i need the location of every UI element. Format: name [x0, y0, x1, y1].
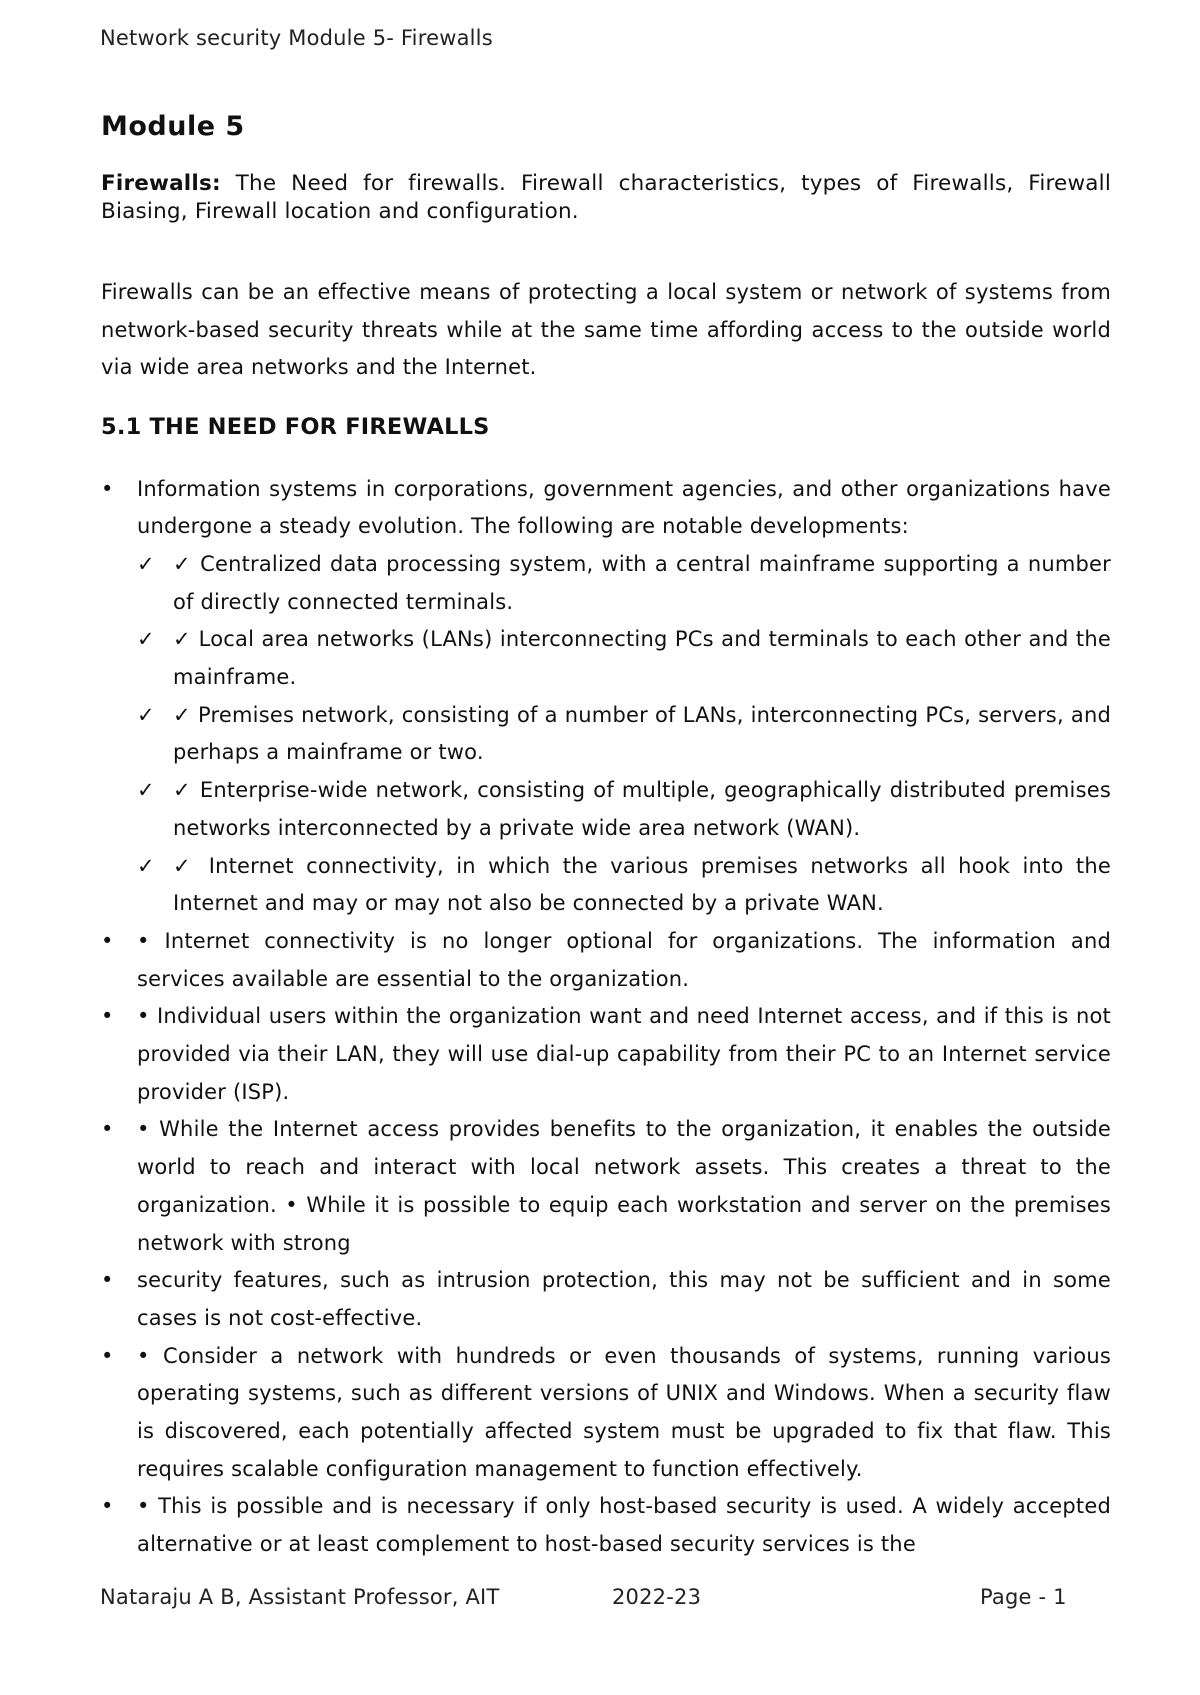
development-text: ✓ Local area networks (LANs) interconnecting PCs and terminals to each other and the mainframe.	[173, 627, 1111, 690]
bullet-marker: •	[101, 1268, 114, 1293]
intro-paragraph: Firewalls can be an effective means of protecting a local system or network of systems from network-based security threats while at the same time affording access to the outside world via wide area networks and the Internet.	[101, 280, 1111, 379]
check-icon: ✓	[137, 702, 155, 727]
list-item	[137, 697, 1111, 772]
bullet-marker: •	[101, 1494, 114, 1519]
list-item	[101, 1488, 1111, 1563]
module-summary	[101, 170, 1111, 226]
bullet-text: • Internet connectivity is no longer optional for organizations. The information and services available are essential to the organization.	[137, 928, 1111, 991]
bullet-text: • Consider a network with hundreds or even thousands of systems, running various operating systems, such as different versions of UNIX and Windows. When a security flaw is discovered, each potentially affected system must be upgraded to fix that flaw. This requires scalable configuration management to function effectively.	[137, 1343, 1111, 1481]
bullet-text: • This is possible and is necessary if only host-based security is used. A widely accepted alternative or at least complement to host-based security services is the	[137, 1494, 1111, 1557]
bullet-marker: •	[101, 1004, 114, 1029]
list-item	[101, 923, 1111, 998]
list-item	[137, 621, 1111, 696]
development-text: ✓ Internet connectivity, in which the various premises networks all hook into the Internet and may or may not also be connected by a private WAN.	[173, 853, 1111, 916]
page-content	[101, 108, 1111, 1564]
check-icon: ✓	[137, 551, 155, 576]
running-header: Network security Module 5- Firewalls	[100, 26, 493, 50]
bullet-text: security features, such as intrusion protection, this may not be sufficient and in some cases is not cost-effective.	[137, 1268, 1111, 1330]
list-item	[101, 1338, 1111, 1489]
summary-lead: Firewalls:	[101, 171, 221, 196]
list-item	[137, 848, 1111, 923]
list-item	[137, 772, 1111, 847]
bullet-text: • Individual users within the organization want and need Internet access, and if this is not provided via their LAN, they will use dial-up capability from their PC to an Internet service provider (ISP).	[137, 1004, 1111, 1104]
list-item	[101, 1111, 1111, 1262]
list-item	[101, 471, 1111, 923]
summary-text: The Need for firewalls. Firewall characteristics, types of Firewalls, Firewall Biasing, Firewall location and configuration.	[101, 171, 1111, 224]
development-text: ✓ Premises network, consisting of a number of LANs, interconnecting PCs, servers, and perhaps a mainframe or two.	[173, 702, 1111, 765]
footer-year: 2022-23	[612, 1585, 702, 1609]
development-text: ✓ Centralized data processing system, with a central mainframe supporting a number of directly connected terminals.	[173, 551, 1111, 614]
list-item	[101, 998, 1111, 1111]
bullet-marker: •	[101, 1343, 114, 1368]
bullet-text: Information systems in corporations, government agencies, and other organizations have undergone a steady evolution. The following are notable developments:	[137, 476, 1111, 539]
bullet-marker: •	[101, 476, 114, 501]
list-item	[101, 1262, 1111, 1337]
check-icon: ✓	[137, 627, 155, 652]
bullet-marker: •	[101, 928, 114, 953]
check-icon: ✓	[137, 853, 155, 878]
bullet-list	[101, 471, 1111, 1564]
development-text: ✓ Enterprise-wide network, consisting of multiple, geographically distributed premises networks interconnected by a private wide area network (WAN).	[173, 778, 1111, 840]
bullet-marker: •	[101, 1117, 114, 1142]
section-heading: 5.1 THE NEED FOR FIREWALLS	[101, 413, 490, 440]
bullet-text: • While the Internet access provides benefits to the organization, it enables the outside world to reach and interact with local network assets. This creates a threat to the organization. • While it is possible to equip each workstation and server on the premises network with strong	[137, 1117, 1111, 1255]
module-title: Module 5	[101, 111, 245, 142]
page-footer	[100, 1585, 1100, 1615]
developments-list	[137, 546, 1111, 923]
footer-author: Nataraju A B, Assistant Professor, AIT	[100, 1585, 500, 1609]
footer-page-number: Page - 1	[980, 1585, 1067, 1609]
list-item	[137, 546, 1111, 621]
check-icon: ✓	[137, 778, 155, 803]
